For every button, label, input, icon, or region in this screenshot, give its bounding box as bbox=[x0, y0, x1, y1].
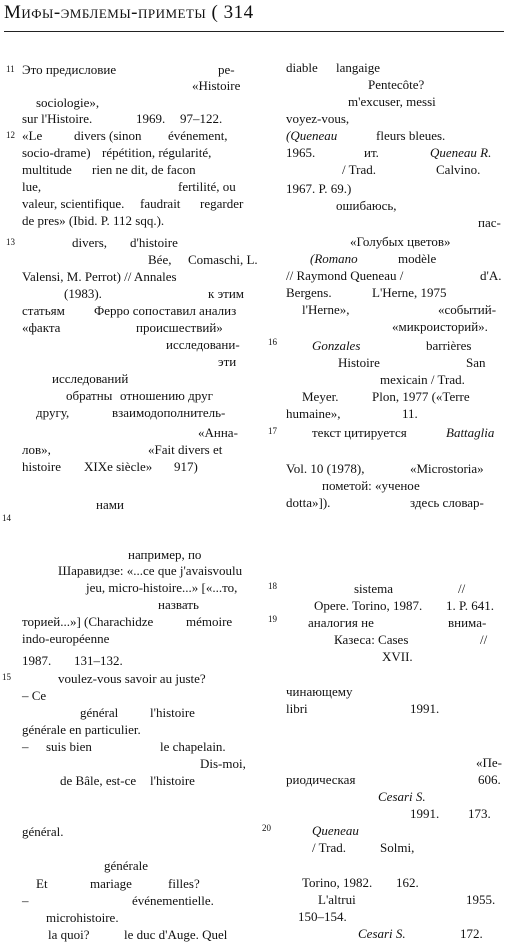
text-fragment: dotta»]). bbox=[286, 495, 331, 510]
text-fragment: Meyer. bbox=[302, 389, 339, 404]
text-fragment: ит. bbox=[364, 145, 379, 160]
text-fragment: Comaschi, L. bbox=[188, 252, 258, 267]
text-fragment: barrières bbox=[426, 338, 472, 353]
text-fragment: – bbox=[22, 739, 29, 754]
footnote-marker: 11 bbox=[6, 64, 15, 74]
text-fragment: 1991. bbox=[410, 701, 440, 716]
text-fragment: diable bbox=[286, 60, 318, 75]
text-fragment: «факта bbox=[22, 320, 61, 335]
text-fragment: 97–122. bbox=[180, 111, 223, 126]
text-fragment: // Raymond Queneau / bbox=[286, 268, 404, 283]
text-fragment: indo-européenne bbox=[22, 631, 110, 646]
text-fragment: XVII. bbox=[382, 649, 413, 664]
text-fragment: voulez-vous savoir au juste? bbox=[58, 671, 206, 686]
text-fragment: sociologie», bbox=[36, 95, 100, 110]
text-fragment: внима- bbox=[448, 615, 487, 630]
text-fragment: Queneau R. bbox=[430, 145, 492, 160]
footnote-marker: 13 bbox=[6, 237, 15, 247]
text-fragment: 917) bbox=[174, 459, 198, 474]
text-fragment: événementielle. bbox=[132, 893, 214, 908]
text-fragment: Cesari S. bbox=[378, 789, 426, 804]
text-fragment: mexicain / Trad. bbox=[380, 372, 465, 387]
text-fragment: Battaglia bbox=[446, 425, 495, 440]
text-fragment: риодическая bbox=[286, 772, 356, 787]
text-fragment: 1. P. 641. bbox=[446, 598, 495, 613]
text-fragment: mémoire bbox=[186, 614, 233, 629]
text-fragment: Dis-moi, bbox=[200, 756, 246, 771]
text-fragment: multitude bbox=[22, 162, 72, 177]
text-fragment: «Microstoria» bbox=[410, 461, 484, 476]
text-fragment: – Ce bbox=[22, 688, 47, 703]
text-fragment: // bbox=[458, 581, 466, 596]
text-fragment: «Анна- bbox=[198, 425, 238, 440]
text-fragment: «событий- bbox=[438, 302, 497, 317]
text-fragment: général bbox=[80, 705, 119, 720]
text-fragment: Bergens. bbox=[286, 285, 332, 300]
text-fragment: Valensi, M. Perrot) // Annales bbox=[22, 269, 177, 284]
text-fragment: général. bbox=[22, 824, 64, 839]
text-fragment: jeu, micro-histoire...» [«...то, bbox=[86, 580, 238, 595]
text-fragment: «Histoire bbox=[192, 78, 241, 93]
text-fragment: «Голубых цветов» bbox=[350, 234, 451, 249]
text-fragment: microhistoire. bbox=[46, 910, 119, 925]
text-fragment: 1987. bbox=[22, 653, 52, 668]
text-fragment: – bbox=[22, 893, 29, 908]
running-header bbox=[4, 2, 504, 32]
text-fragment: исследовани- bbox=[166, 337, 240, 352]
text-fragment: Solmi, bbox=[380, 840, 415, 855]
text-fragment: Histoire bbox=[338, 355, 380, 370]
text-fragment: Calvino. bbox=[436, 162, 481, 177]
text-fragment: происшествий» bbox=[136, 320, 223, 335]
text-fragment: L'Herne, 1975 bbox=[372, 285, 447, 300]
text-fragment: voyez-vous, bbox=[286, 111, 350, 126]
text-fragment: faudrait bbox=[140, 196, 181, 211]
text-fragment: ошибаюсь, bbox=[336, 198, 397, 213]
text-fragment: 173. bbox=[468, 806, 491, 821]
text-fragment: filles? bbox=[168, 876, 200, 891]
footnote-marker: 15 bbox=[2, 672, 11, 682]
text-fragment: ре- bbox=[218, 62, 235, 77]
text-fragment: обратны bbox=[66, 388, 113, 403]
text-fragment: 1967. P. 69.) bbox=[286, 181, 352, 196]
text-fragment: 1991. bbox=[410, 806, 440, 821]
footnote-marker: 19 bbox=[268, 614, 277, 624]
text-fragment: modèle bbox=[398, 251, 437, 266]
text-fragment: Opere. Torino, 1987. bbox=[314, 598, 423, 613]
text-fragment: Ферро сопоставил анализ bbox=[94, 303, 237, 318]
running-title: Мифы-эмблемы-приметы ( 314 bbox=[4, 2, 254, 23]
text-fragment: здесь словар- bbox=[410, 495, 484, 510]
footnote-marker: 18 bbox=[268, 581, 277, 591]
text-fragment: взаимодополнитель- bbox=[112, 405, 226, 420]
text-fragment: Pentecôte? bbox=[368, 77, 425, 92]
text-fragment: 131–132. bbox=[74, 653, 123, 668]
text-fragment: histoire bbox=[22, 459, 61, 474]
text-fragment: 172. bbox=[460, 926, 483, 941]
text-fragment: le chapelain. bbox=[160, 739, 226, 754]
text-fragment: l'Herne», bbox=[302, 302, 350, 317]
text-fragment: fertilité, ou bbox=[178, 179, 236, 194]
text-fragment: regarder bbox=[200, 196, 244, 211]
text-fragment: lue, bbox=[22, 179, 42, 194]
text-fragment: de Bâle, est-ce bbox=[60, 773, 137, 788]
text-fragment: отношению друг bbox=[120, 388, 213, 403]
text-fragment: (Queneau bbox=[286, 128, 338, 143]
page-number: 314 bbox=[223, 2, 254, 23]
footnote-marker: 16 bbox=[268, 337, 277, 347]
text-fragment: пас- bbox=[478, 215, 501, 230]
text-fragment: de pres» (Ibid. P. 112 sqq.). bbox=[22, 213, 165, 228]
text-fragment: sistema bbox=[354, 581, 393, 596]
text-fragment: исследований bbox=[52, 371, 129, 386]
text-fragment: Vol. 10 (1978), bbox=[286, 461, 365, 476]
text-fragment: торией...»] (Charachidze bbox=[22, 614, 154, 629]
text-fragment: аналогия не bbox=[308, 615, 374, 630]
text-fragment: événement, bbox=[168, 128, 228, 143]
text-fragment: l'histoire bbox=[150, 773, 195, 788]
text-fragment: le duc d'Auge. Quel bbox=[124, 927, 228, 942]
text-fragment: назвать bbox=[158, 597, 199, 612]
text-fragment: «микроисторий». bbox=[392, 319, 488, 334]
text-fragment: San bbox=[466, 355, 486, 370]
text-fragment: rien ne dit, de facon bbox=[92, 162, 196, 177]
text-fragment: «Le bbox=[22, 128, 43, 143]
text-fragment: Torino, 1982. bbox=[302, 875, 373, 890]
text-fragment: Шаравидзе: «...ce que j'avaisvoulu bbox=[58, 563, 243, 578]
text-fragment: (Romano bbox=[310, 251, 358, 266]
text-fragment: статьям bbox=[22, 303, 65, 318]
text-fragment: libri bbox=[286, 701, 308, 716]
text-fragment: лов», bbox=[22, 442, 51, 457]
text-fragment: mariage bbox=[90, 876, 132, 891]
text-fragment: suis bien bbox=[46, 739, 92, 754]
text-fragment: текст цитируется bbox=[312, 425, 407, 440]
text-fragment: 1969. bbox=[136, 111, 166, 126]
text-fragment: d'histoire bbox=[130, 235, 178, 250]
text-fragment: другу, bbox=[36, 405, 70, 420]
text-fragment: 150–154. bbox=[298, 909, 347, 924]
text-fragment: Cesari S. bbox=[358, 926, 406, 941]
text-fragment: l'histoire bbox=[150, 705, 195, 720]
text-fragment: 1965. bbox=[286, 145, 316, 160]
text-fragment: fleurs bleues. bbox=[376, 128, 446, 143]
text-fragment: // bbox=[480, 632, 488, 647]
text-fragment: Bée, bbox=[148, 252, 172, 267]
text-fragment: (1983). bbox=[64, 286, 102, 301]
text-fragment: к этим bbox=[208, 286, 245, 301]
text-fragment: sur l'Histoire. bbox=[22, 111, 93, 126]
text-fragment: «Пе- bbox=[476, 755, 502, 770]
text-fragment: Plon, 1977 («Terre bbox=[372, 389, 470, 404]
text-fragment: répétition, régularité, bbox=[102, 145, 212, 160]
text-fragment: чинающему bbox=[286, 684, 353, 699]
text-fragment: Gonzales bbox=[312, 338, 361, 353]
text-fragment: L'altrui bbox=[318, 892, 356, 907]
text-fragment: Казеса: Cases bbox=[334, 632, 409, 647]
text-fragment: divers (sinon bbox=[74, 128, 142, 143]
text-fragment: m'excuser, messi bbox=[348, 94, 436, 109]
text-fragment: например, по bbox=[128, 547, 202, 562]
text-fragment: générale bbox=[104, 858, 149, 873]
text-fragment: la quoi? bbox=[48, 927, 90, 942]
footnote-marker: 14 bbox=[2, 513, 11, 523]
text-fragment: 606. bbox=[478, 772, 501, 787]
text-fragment: humaine», bbox=[286, 406, 341, 421]
text-fragment: d'A. bbox=[480, 268, 502, 283]
text-fragment: / Trad. bbox=[312, 840, 346, 855]
text-fragment: 11. bbox=[402, 406, 418, 421]
text-fragment: langaige bbox=[336, 60, 381, 75]
text-fragment: XIXe siècle» bbox=[84, 459, 153, 474]
footnote-marker: 20 bbox=[262, 823, 271, 833]
text-fragment: Это предисловие bbox=[22, 62, 117, 77]
text-fragment: divers, bbox=[72, 235, 108, 250]
text-fragment: valeur, scientifique. bbox=[22, 196, 125, 211]
text-fragment: нами bbox=[96, 497, 124, 512]
text-fragment: пометой: «ученое bbox=[322, 478, 420, 493]
text-fragment: эти bbox=[218, 354, 237, 369]
text-fragment: socio-drame) bbox=[22, 145, 91, 160]
text-fragment: 162. bbox=[396, 875, 419, 890]
text-fragment: Queneau bbox=[312, 823, 359, 838]
text-fragment: 1955. bbox=[466, 892, 496, 907]
text-fragment: «Fait divers et bbox=[148, 442, 223, 457]
footnote-marker: 12 bbox=[6, 130, 15, 140]
text-fragment: Et bbox=[36, 876, 48, 891]
text-fragment: / Trad. bbox=[342, 162, 376, 177]
footnote-marker: 17 bbox=[268, 426, 277, 436]
text-fragment: générale en particulier. bbox=[22, 722, 141, 737]
